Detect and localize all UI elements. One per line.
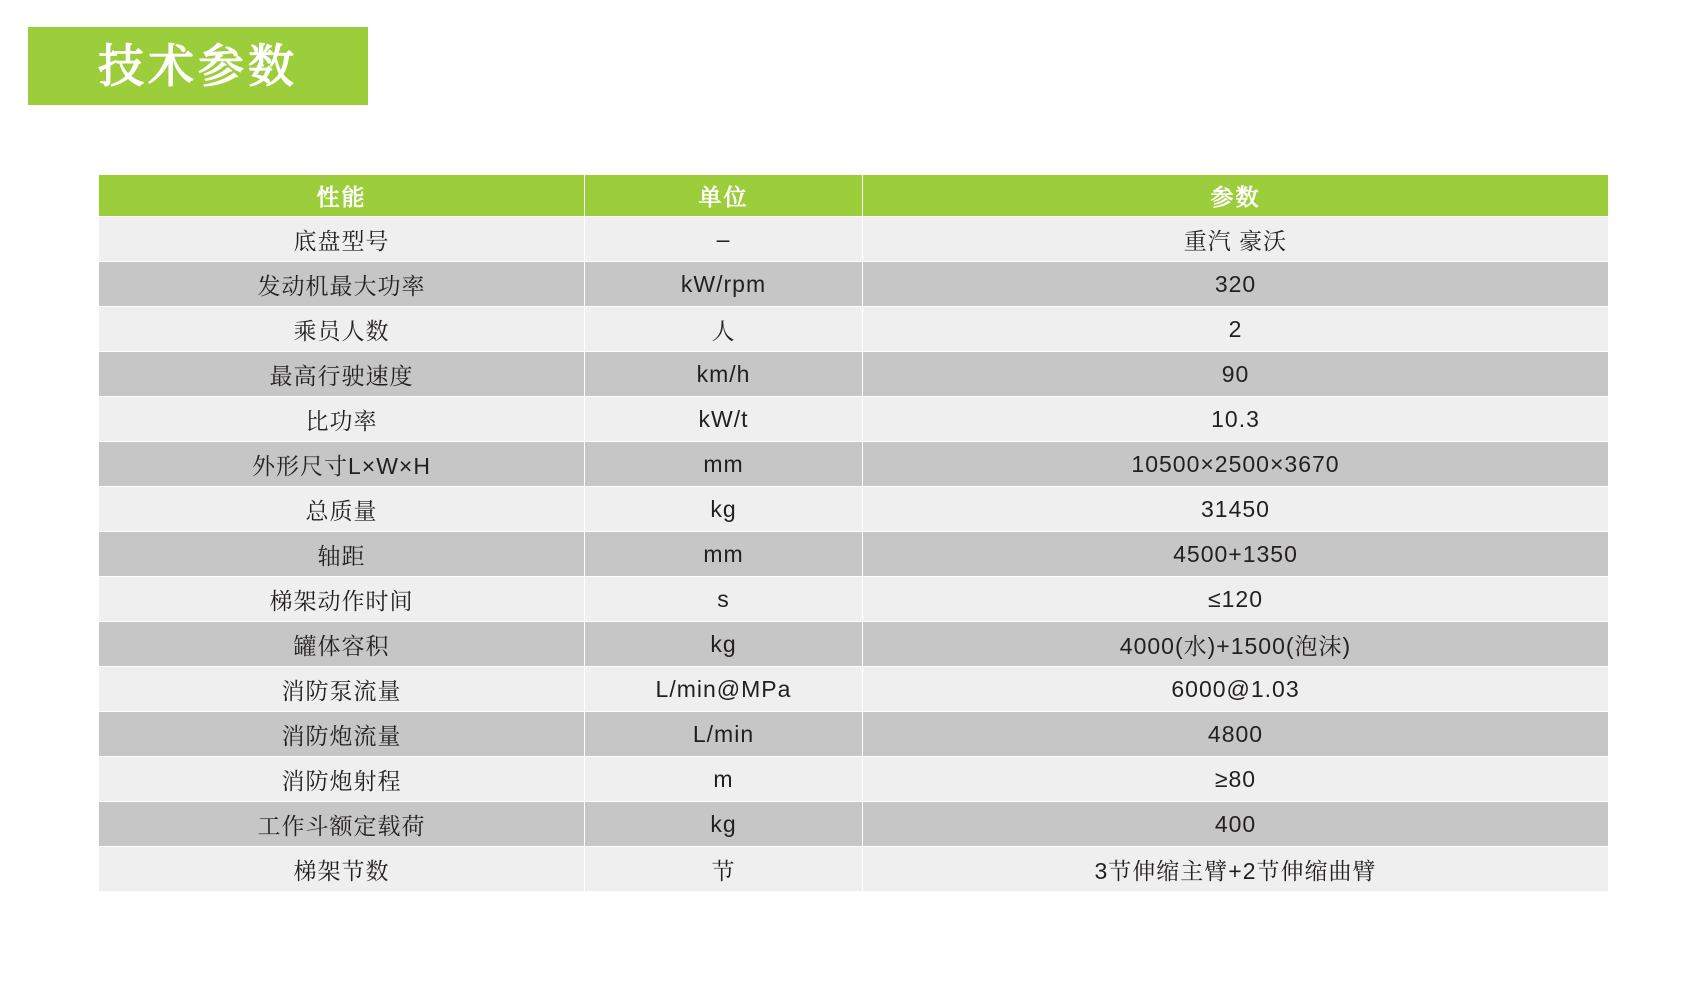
cell-performance: 梯架节数 [99,847,585,892]
table-row [99,757,1609,802]
table-row [99,847,1609,892]
cell-performance: 发动机最大功率 [99,262,585,307]
table-header-row [99,175,1609,217]
column-header-parameter: 参数 [863,175,1609,217]
cell-performance: 底盘型号 [99,217,585,262]
cell-unit: kW/t [585,397,863,442]
page-title: 技术参数 [98,40,298,92]
cell-value: 10.3 [863,397,1609,442]
cell-unit: 节 [585,847,863,892]
cell-value: 320 [863,262,1609,307]
cell-value: 10500×2500×3670 [863,442,1609,487]
cell-unit: km/h [585,352,863,397]
cell-value: ≤120 [863,577,1609,622]
cell-value: ≥80 [863,757,1609,802]
table-row [99,307,1609,352]
cell-unit: kg [585,487,863,532]
page-title-banner [28,27,368,105]
cell-unit: L/min@MPa [585,667,863,712]
table-row [99,667,1609,712]
cell-performance: 消防泵流量 [99,667,585,712]
table-row [99,442,1609,487]
table-row [99,712,1609,757]
cell-unit: m [585,757,863,802]
cell-performance: 工作斗额定载荷 [99,802,585,847]
cell-performance: 总质量 [99,487,585,532]
cell-performance: 比功率 [99,397,585,442]
table-row [99,802,1609,847]
cell-performance: 梯架动作时间 [99,577,585,622]
column-header-unit: 单位 [585,175,863,217]
cell-value: 2 [863,307,1609,352]
spec-table-container [98,174,1608,892]
table-row [99,262,1609,307]
cell-value: 90 [863,352,1609,397]
cell-performance: 乘员人数 [99,307,585,352]
cell-performance: 消防炮流量 [99,712,585,757]
table-body [99,217,1609,892]
column-header-performance: 性能 [99,175,585,217]
cell-performance: 最高行驶速度 [99,352,585,397]
cell-performance: 轴距 [99,532,585,577]
cell-value: 重汽 豪沃 [863,217,1609,262]
table-row [99,397,1609,442]
cell-unit: kW/rpm [585,262,863,307]
cell-unit: mm [585,532,863,577]
cell-value: 31450 [863,487,1609,532]
table-row [99,532,1609,577]
cell-value: 6000@1.03 [863,667,1609,712]
cell-value: 4000(水)+1500(泡沫) [863,622,1609,667]
cell-value: 4800 [863,712,1609,757]
cell-value: 4500+1350 [863,532,1609,577]
cell-unit: L/min [585,712,863,757]
cell-unit: 人 [585,307,863,352]
table-row [99,577,1609,622]
cell-performance: 外形尺寸L×W×H [99,442,585,487]
cell-unit: – [585,217,863,262]
table-row [99,217,1609,262]
table-row [99,487,1609,532]
cell-unit: kg [585,802,863,847]
cell-value: 3节伸缩主臂+2节伸缩曲臂 [863,847,1609,892]
cell-unit: s [585,577,863,622]
technical-parameters-table [98,174,1609,892]
cell-performance: 消防炮射程 [99,757,585,802]
table-row [99,352,1609,397]
cell-value: 400 [863,802,1609,847]
table-row [99,622,1609,667]
cell-unit: mm [585,442,863,487]
cell-unit: kg [585,622,863,667]
cell-performance: 罐体容积 [99,622,585,667]
